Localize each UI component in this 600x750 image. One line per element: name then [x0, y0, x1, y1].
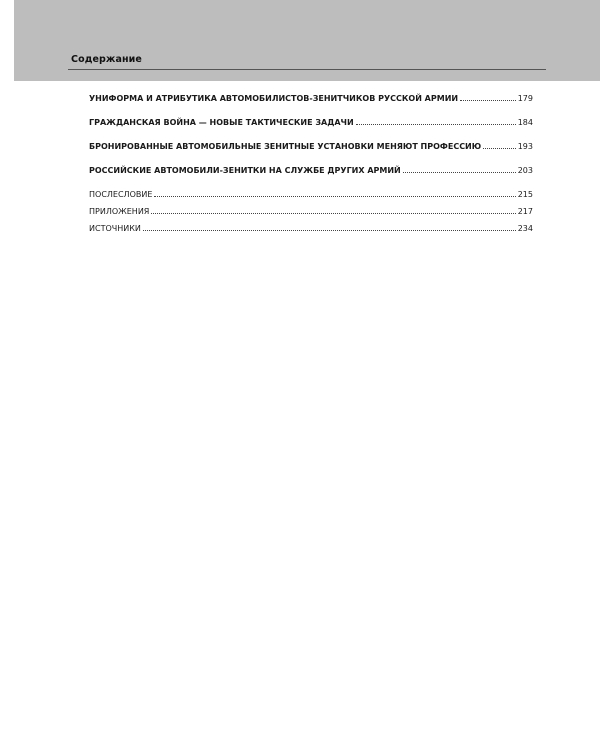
- toc-entry-page: 217: [517, 207, 533, 216]
- toc-entry-title: БРОНИРОВАННЫЕ АВТОМОБИЛЬНЫЕ ЗЕНИТНЫЕ УСТАНОВКИ МЕНЯЮТ ПРОФЕССИЮ: [89, 142, 482, 151]
- toc-entry-title: ГРАЖДАНСКАЯ ВОЙНА — НОВЫЕ ТАКТИЧЕСКИЕ ЗАДАЧИ: [89, 118, 354, 127]
- toc-entry-page: 184: [517, 118, 533, 127]
- toc-dot-leader: [151, 213, 515, 214]
- toc-dot-leader: [403, 172, 516, 173]
- toc-dot-leader: [356, 124, 516, 125]
- toc-entry[interactable]: [89, 117, 533, 128]
- toc-entry[interactable]: [89, 206, 533, 217]
- toc-entry-title: ПОСЛЕСЛОВИЕ: [89, 190, 153, 199]
- toc-entry[interactable]: [89, 189, 533, 200]
- toc-entry-title: УНИФОРМА И АТРИБУТИКА АВТОМОБИЛИСТОВ-ЗЕНИТЧИКОВ РУССКОЙ АРМИИ: [89, 94, 459, 103]
- toc-entry[interactable]: [89, 141, 533, 152]
- toc-entry-page: 234: [517, 224, 533, 233]
- section-label: Содержание: [71, 54, 142, 65]
- toc-entry-title: ИСТОЧНИКИ: [89, 224, 141, 233]
- toc-dot-leader: [483, 148, 516, 149]
- toc-entry[interactable]: [89, 223, 533, 234]
- header-rule: [68, 69, 546, 70]
- toc-entry-page: 215: [517, 190, 533, 199]
- toc-dot-leader: [154, 196, 515, 197]
- toc-entry-title: РОССИЙСКИЕ АВТОМОБИЛИ-ЗЕНИТКИ НА СЛУЖБЕ ДРУГИХ АРМИЙ: [89, 166, 401, 175]
- toc-entry-page: 193: [517, 142, 533, 151]
- toc-entry-page: 179: [517, 94, 533, 103]
- toc-entry[interactable]: [89, 93, 533, 104]
- toc-entry-page: 203: [517, 166, 533, 175]
- toc-entry[interactable]: [89, 165, 533, 176]
- toc-entry-title: ПРИЛОЖЕНИЯ: [89, 207, 150, 216]
- toc-dot-leader: [460, 100, 516, 101]
- toc-dot-leader: [143, 230, 516, 231]
